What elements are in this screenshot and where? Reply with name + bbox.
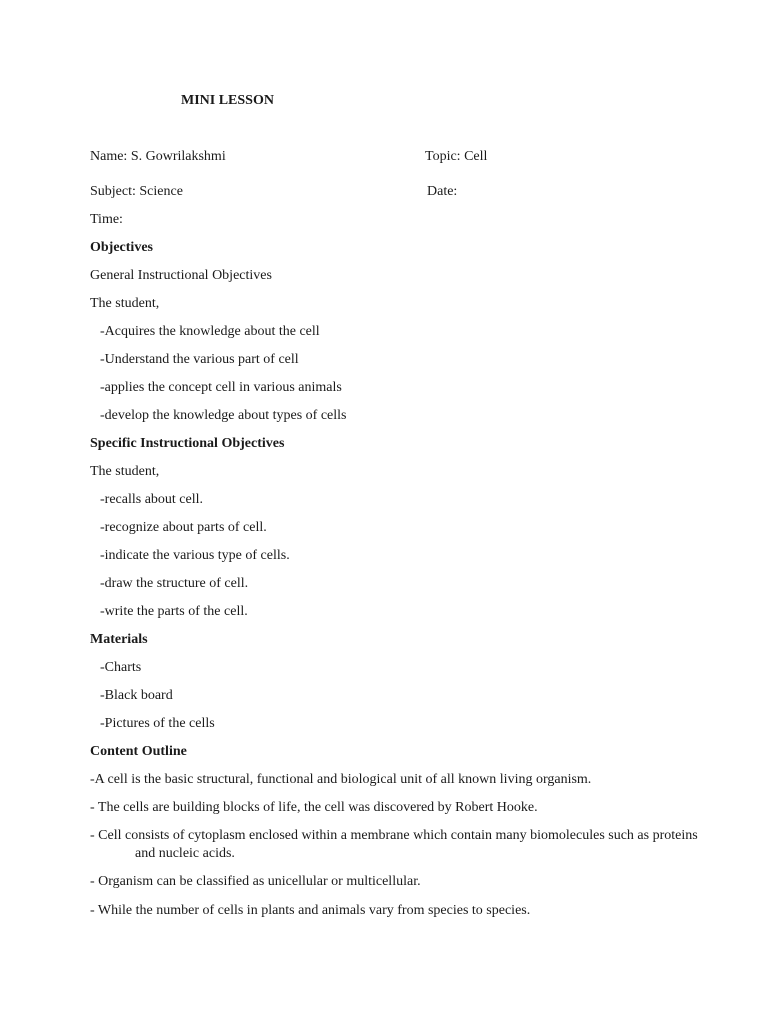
content-item: -A cell is the basic structural, functional and biological unit of all known living organism. (90, 772, 592, 787)
general-objective-item: -develop the knowledge about types of cells (100, 408, 347, 423)
student-label: The student, (90, 464, 160, 479)
time-field: Time: (90, 212, 123, 227)
content-item: - While the number of cells in plants and animals vary from species to species. (90, 903, 531, 918)
general-objective-item: -Acquires the knowledge about the cell (100, 324, 320, 339)
specific-objective-item: -write the parts of the cell. (100, 604, 248, 619)
date-field: Date: (427, 184, 458, 199)
page-title: MINI LESSON (181, 93, 274, 108)
content-item: - Cell consists of cytoplasm enclosed within a membrane which contain many biomolecules such as proteins (90, 828, 698, 843)
name-field: Name: S. Gowrilakshmi (90, 149, 226, 164)
materials-item: -Charts (100, 660, 142, 675)
specific-objective-item: -indicate the various type of cells. (100, 548, 290, 563)
student-label: The student, (90, 296, 160, 311)
content-outline-heading: Content Outline (90, 744, 187, 759)
general-objective-item: -Understand the various part of cell (100, 352, 299, 367)
content-item-continuation: and nucleic acids. (135, 846, 235, 861)
objectives-heading: Objectives (90, 240, 153, 255)
general-objective-item: -applies the concept cell in various animals (100, 380, 342, 395)
general-objectives-heading: General Instructional Objectives (90, 268, 272, 283)
specific-objective-item: -recognize about parts of cell. (100, 520, 267, 535)
materials-heading: Materials (90, 632, 148, 647)
content-item: - The cells are building blocks of life, the cell was discovered by Robert Hooke. (90, 800, 538, 815)
specific-objective-item: -recalls about cell. (100, 492, 204, 507)
specific-objectives-heading: Specific Instructional Objectives (90, 436, 285, 451)
materials-item: -Pictures of the cells (100, 716, 215, 731)
materials-item: -Black board (100, 688, 173, 703)
specific-objective-item: -draw the structure of cell. (100, 576, 249, 591)
content-item: - Organism can be classified as unicellular or multicellular. (90, 874, 421, 889)
subject-field: Subject: Science (90, 184, 183, 199)
topic-field: Topic: Cell (425, 149, 488, 164)
